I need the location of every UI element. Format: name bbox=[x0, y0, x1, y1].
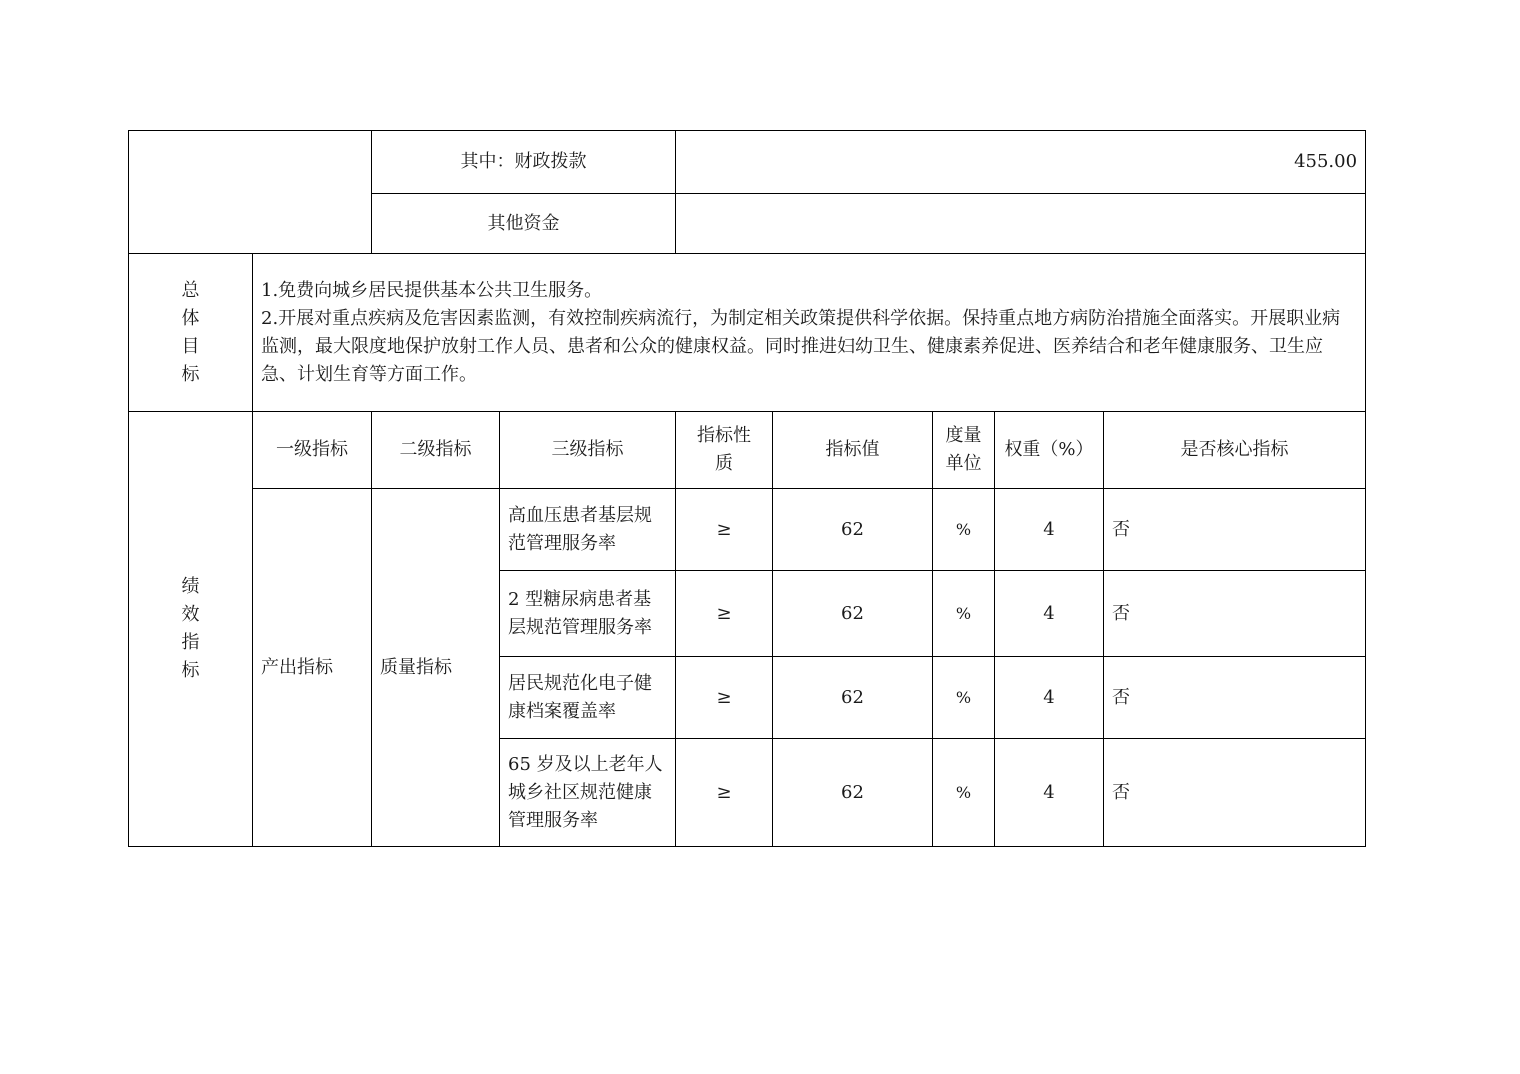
goal-text bbox=[253, 254, 1366, 412]
other-funds-value bbox=[676, 194, 1366, 254]
indicator-core: 否 bbox=[1104, 657, 1366, 739]
indicator-value: 62 bbox=[773, 657, 933, 739]
goal-line-1: 1.免费向城乡居民提供基本公共卫生服务。 bbox=[261, 279, 603, 301]
header-level2: 二级指标 bbox=[372, 412, 500, 489]
indicator-unit: % bbox=[933, 489, 995, 571]
header-weight: 权重（%） bbox=[995, 412, 1104, 489]
indicator-name: 高血压患者基层规范管理服务率 bbox=[500, 489, 676, 571]
indicator-weight: 4 bbox=[995, 739, 1104, 847]
goal-label: 总 体 目 标 bbox=[129, 254, 253, 412]
fiscal-value: 455.00 bbox=[676, 131, 1366, 194]
funding-row-fiscal bbox=[129, 131, 1366, 194]
indicator-name: 2 型糖尿病患者基层规范管理服务率 bbox=[500, 571, 676, 657]
funding-blank-cell bbox=[129, 131, 372, 254]
header-value: 指标值 bbox=[773, 412, 933, 489]
indicator-unit: % bbox=[933, 657, 995, 739]
indicator-weight: 4 bbox=[995, 571, 1104, 657]
performance-header-row bbox=[129, 412, 1366, 489]
header-nature: 指标性质 bbox=[676, 412, 773, 489]
indicator-weight: 4 bbox=[995, 657, 1104, 739]
indicator-value: 62 bbox=[773, 739, 933, 847]
indicator-weight: 4 bbox=[995, 489, 1104, 571]
other-funds-label: 其他资金 bbox=[372, 194, 676, 254]
level1-value: 产出指标 bbox=[253, 489, 372, 847]
indicator-name: 居民规范化电子健康档案覆盖率 bbox=[500, 657, 676, 739]
indicator-unit: % bbox=[933, 739, 995, 847]
header-core: 是否核心指标 bbox=[1104, 412, 1366, 489]
performance-label: 绩 效 指 标 bbox=[129, 412, 253, 847]
indicator-core: 否 bbox=[1104, 489, 1366, 571]
indicator-core: 否 bbox=[1104, 739, 1366, 847]
indicator-unit: % bbox=[933, 571, 995, 657]
goal-row bbox=[129, 254, 1366, 412]
indicator-nature: ≥ bbox=[676, 739, 773, 847]
indicator-nature: ≥ bbox=[676, 489, 773, 571]
header-level1: 一级指标 bbox=[253, 412, 372, 489]
indicator-nature: ≥ bbox=[676, 657, 773, 739]
fiscal-label: 其中：财政拨款 bbox=[372, 131, 676, 194]
indicator-value: 62 bbox=[773, 571, 933, 657]
budget-performance-table bbox=[128, 130, 1366, 847]
header-level3: 三级指标 bbox=[500, 412, 676, 489]
indicator-core: 否 bbox=[1104, 571, 1366, 657]
indicator-nature: ≥ bbox=[676, 571, 773, 657]
indicator-value: 62 bbox=[773, 489, 933, 571]
header-unit: 度量单位 bbox=[933, 412, 995, 489]
level2-value: 质量指标 bbox=[372, 489, 500, 847]
table-row bbox=[129, 489, 1366, 571]
goal-line-2: 2.开展对重点疾病及危害因素监测，有效控制疾病流行，为制定相关政策提供科学依据。保持重点地方病防治措施全面落实。开展职业病监测，最大限度地保护放射工作人员、患者和公众的健康权益。同时推进妇幼卫生、健康素养促进、医养结合和老年健康服务、卫生应急、计划生育等方面工作。 bbox=[261, 307, 1341, 385]
indicator-name: 65 岁及以上老年人城乡社区规范健康管理服务率 bbox=[500, 739, 676, 847]
